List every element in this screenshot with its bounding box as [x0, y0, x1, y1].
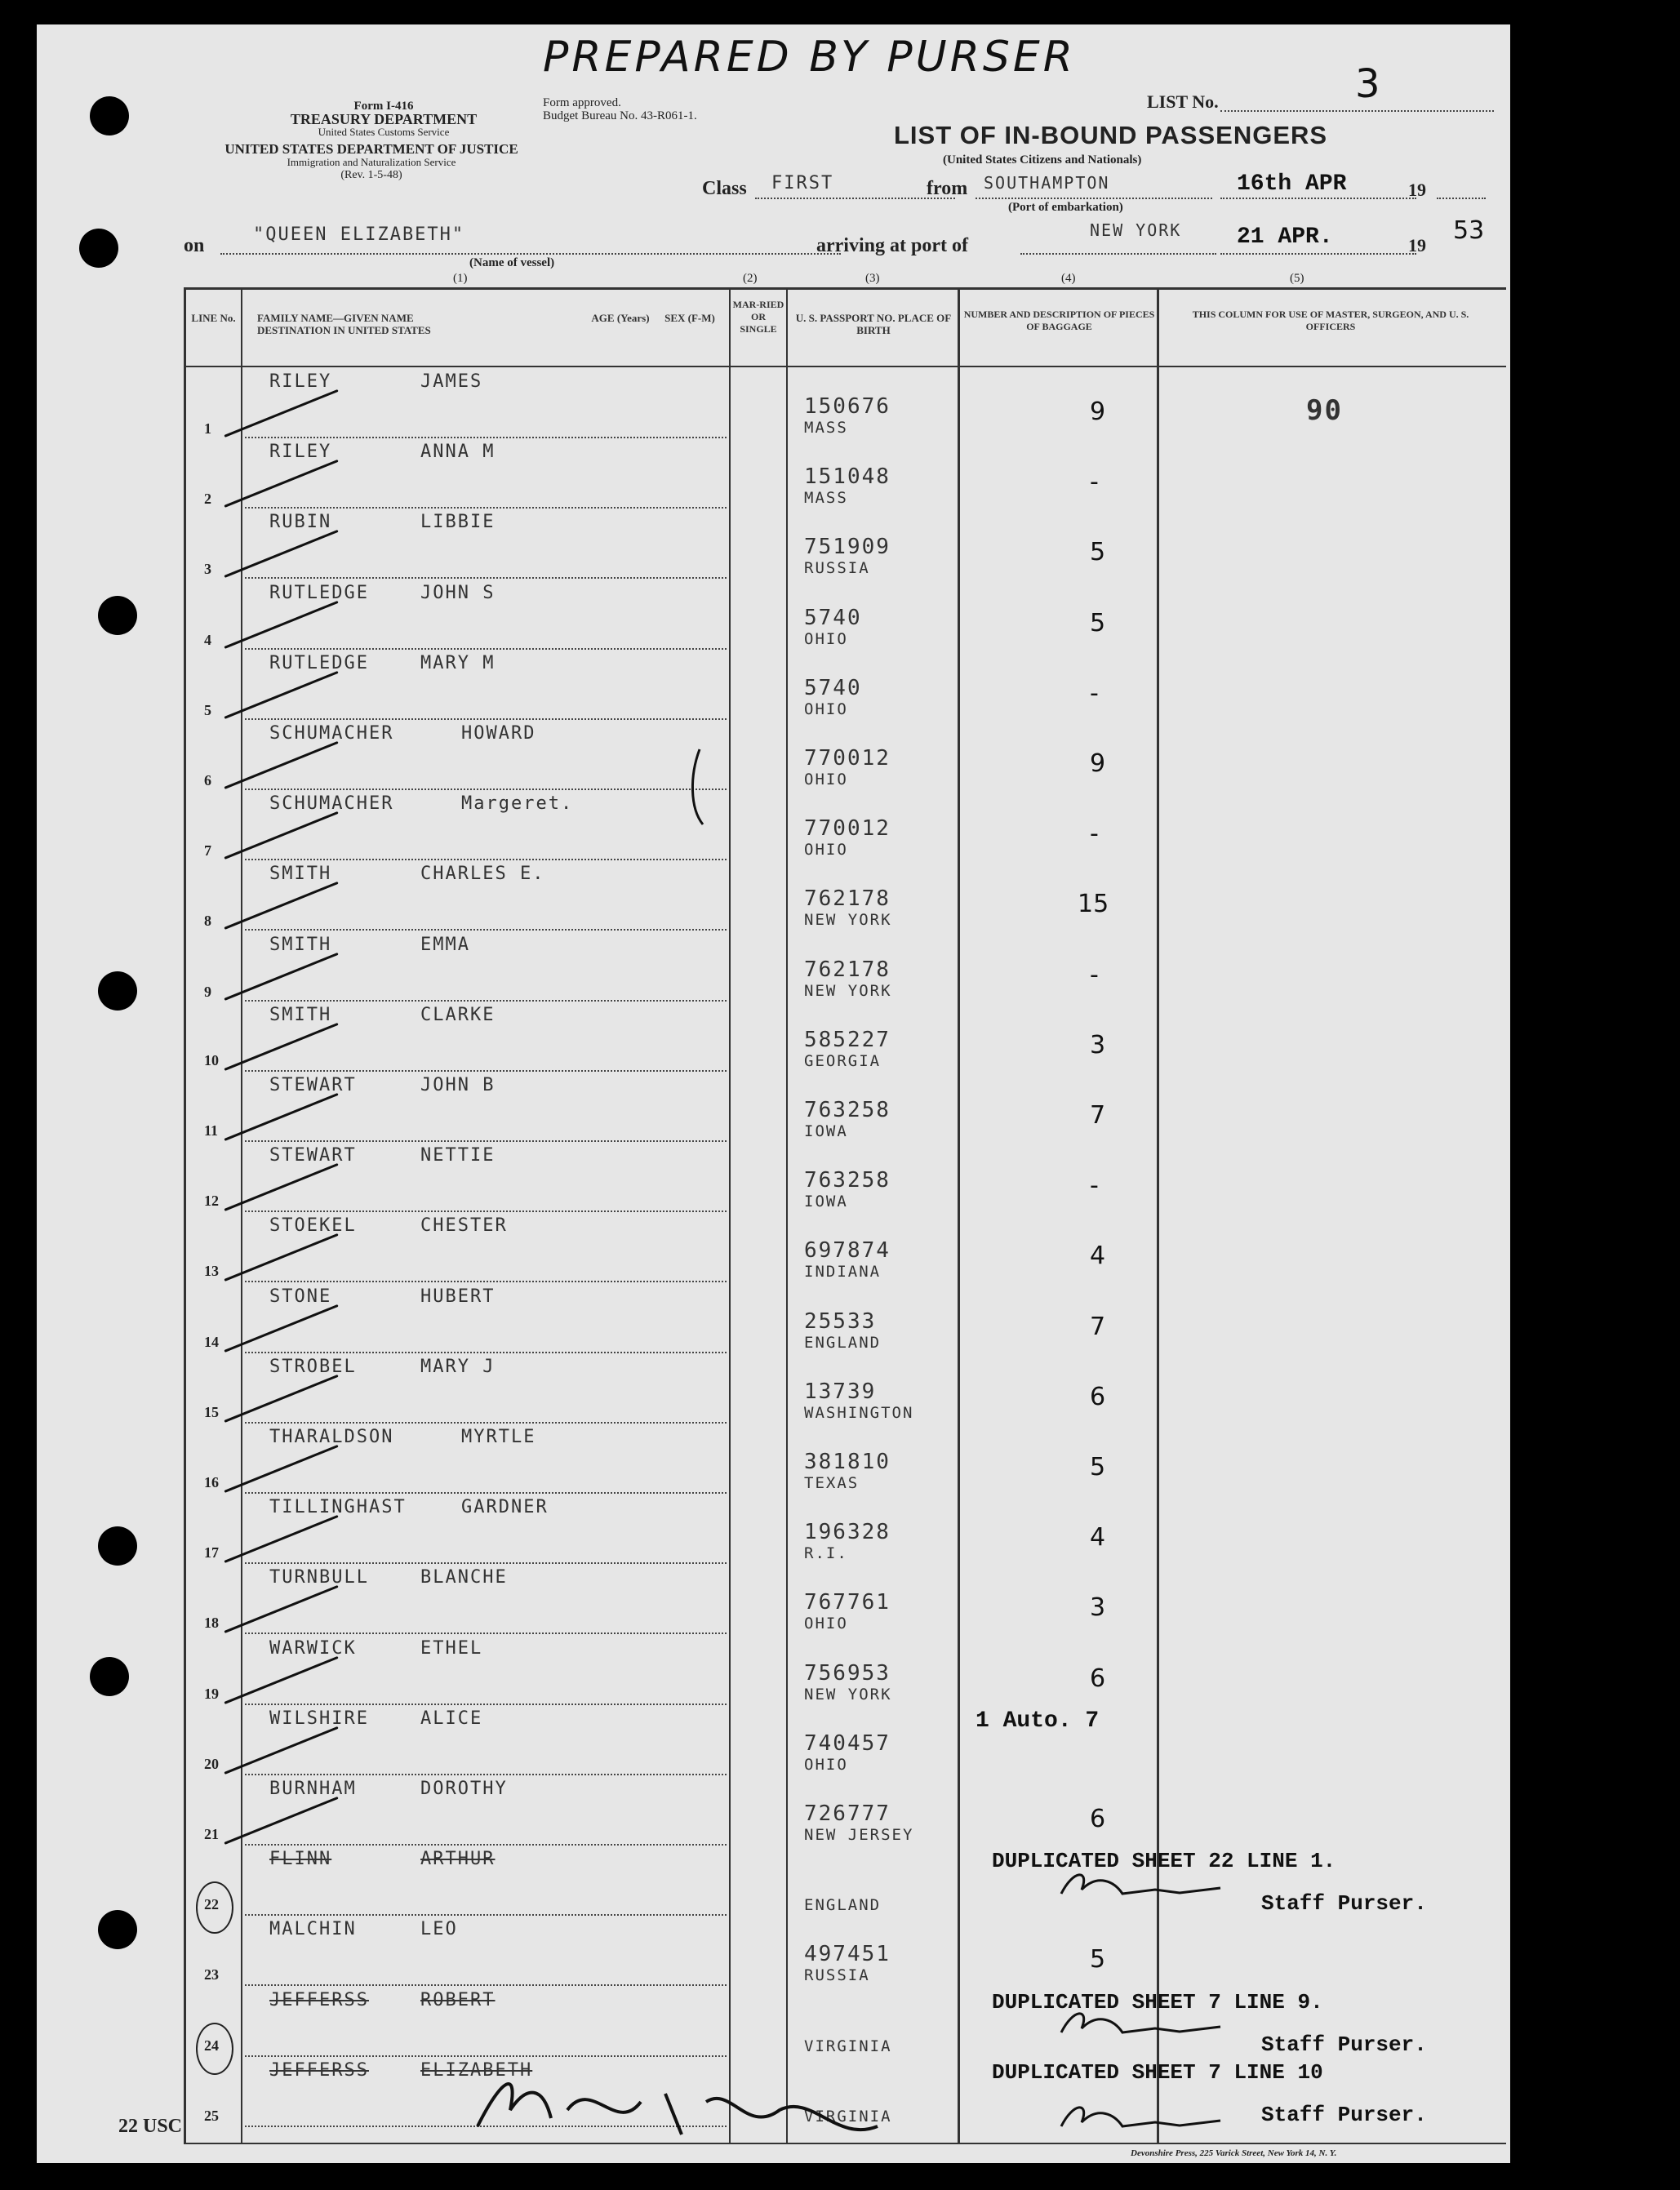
place-of-birth: IOWA [804, 1122, 848, 1140]
family-name: STONE [269, 1286, 332, 1307]
arriving-label: arriving at port of [816, 235, 968, 256]
passport-number: 381810 [804, 1450, 891, 1474]
col-header-officers: THIS COLUMN FOR USE OF MASTER, SURGEON, AND U. S. OFFICERS [1192, 309, 1469, 332]
row-divider [245, 1281, 727, 1282]
row-divider [245, 788, 727, 790]
circled-line-number [196, 1881, 233, 1934]
arrival-port: NEW YORK [1090, 220, 1182, 240]
given-name: CHARLES E. [420, 864, 545, 885]
family-name: RUBIN [269, 512, 332, 533]
dept-justice-sub: Immigration and Naturalization Service [287, 156, 456, 168]
dept-treasury: TREASURY DEPARTMENT [290, 111, 478, 127]
baggage-count: - [1090, 468, 1099, 497]
place-of-birth: MASS [804, 419, 848, 437]
manifest-sheet [37, 24, 1510, 2163]
punch-hole [90, 96, 129, 135]
place-of-birth: VIRGINIA [804, 2107, 892, 2126]
row-divider [245, 1633, 727, 1634]
line-number: 18 [204, 1615, 219, 1632]
purser-signature [1057, 2004, 1253, 2045]
place-of-birth: MASS [804, 489, 848, 508]
married-col-rule [729, 287, 731, 2144]
given-name: JOHN B [420, 1075, 496, 1095]
place-of-birth: RUSSIA [804, 1966, 870, 1985]
place-of-birth: OHIO [804, 1615, 848, 1633]
col-header-line-no: LINE No. [191, 312, 236, 324]
place-of-birth: OHIO [804, 700, 848, 718]
family-name: RUTLEDGE [269, 582, 369, 603]
place-of-birth: TEXAS [804, 1474, 860, 1492]
family-name: SMITH [269, 864, 332, 885]
place-of-birth: NEW YORK [804, 1685, 892, 1704]
family-name: STOEKEL [269, 1215, 357, 1237]
approved-line2: Budget Bureau No. 43-R061-1. [543, 109, 697, 122]
col-header-married: MAR-RIED OR SINGLE [732, 299, 784, 335]
family-name: SCHUMACHER [269, 723, 394, 744]
embark-caption: (Port of embarkation) [1008, 201, 1123, 214]
passport-number: 151048 [804, 464, 891, 490]
place-of-birth: R.I. [804, 1544, 848, 1563]
line-number: 22 [204, 1896, 219, 1913]
given-name: CHESTER [420, 1215, 508, 1237]
passport-number: 770012 [804, 816, 891, 842]
arrival-date: 21 APR. [1237, 224, 1333, 250]
place-of-birth: OHIO [804, 841, 848, 860]
baggage-count: 5 [1090, 1945, 1106, 1975]
family-name: WILSHIRE [269, 1708, 369, 1729]
form-id: Form I-416 [353, 100, 414, 113]
place-of-birth: OHIO [804, 1755, 848, 1774]
row-divider [245, 1914, 727, 1916]
from-line [976, 198, 1212, 199]
row-divider [245, 1844, 727, 1846]
family-name: STROBEL [269, 1356, 357, 1377]
place-of-birth: OHIO [804, 771, 848, 788]
passport-number: 740457 [804, 1730, 891, 1756]
row-divider [245, 648, 727, 650]
class-value: FIRST [771, 173, 834, 193]
lineno-col-rule [241, 287, 242, 2144]
place-of-birth: ENGLAND [804, 1333, 882, 1352]
punch-hole [98, 971, 137, 1011]
col-number-1: (1) [453, 272, 468, 285]
passport-number: 751909 [804, 535, 891, 560]
line-number: 2 [204, 491, 211, 508]
table-left-rule [184, 287, 186, 2144]
col-number-4: (4) [1061, 272, 1076, 285]
col-header-family: FAMILY NAME—GIVEN NAME [257, 312, 414, 324]
place-of-birth: RUSSIA [804, 559, 870, 578]
row-divider [245, 1422, 727, 1424]
baggage-count: 15 [1078, 890, 1109, 919]
passport-number: 770012 [804, 746, 891, 771]
line-number: 7 [204, 842, 211, 860]
family-name: RILEY [269, 442, 332, 463]
row-divider [245, 1562, 727, 1564]
passport-number: 726777 [804, 1801, 891, 1826]
line-number: 4 [204, 631, 211, 648]
duplicate-note: DUPLICATED SHEET 7 LINE 9. [992, 1989, 1323, 2015]
passport-number: 497451 [804, 1942, 891, 1967]
passport-number: 25533 [804, 1308, 877, 1334]
baggage-count: 9 [1090, 398, 1106, 426]
col-number-3: (3) [865, 272, 880, 285]
justice-block [167, 143, 576, 182]
family-name: THARALDSON [269, 1427, 394, 1447]
place-of-birth: NEW JERSEY [804, 1826, 914, 1844]
purser-note: Staff Purser. [1261, 2032, 1427, 2057]
baggage-count: 9 [1090, 749, 1106, 778]
col-number-5: (5) [1290, 272, 1304, 285]
given-name: GARDNER [461, 1497, 549, 1518]
vessel-name: "QUEEN ELIZABETH" [253, 224, 465, 245]
baggage-count: 3 [1090, 1593, 1106, 1623]
punch-hole [98, 1910, 137, 1949]
place-of-birth: WASHINGTON [804, 1403, 914, 1422]
list-no-label: LIST No. [1147, 91, 1219, 112]
page-subtitle: (United States Citizens and Nationals) [943, 153, 1142, 167]
baggage-col-rule [958, 287, 960, 2144]
family-name: TILLINGHAST [269, 1497, 407, 1518]
passport-number: 585227 [804, 1027, 891, 1052]
from-value: SOUTHAMPTON [984, 173, 1110, 193]
printer-credit: Devonshire Press, 225 Varick Street, New York 14, N. Y. [1131, 2148, 1337, 2158]
given-name: ALICE [420, 1708, 483, 1729]
passport-number: 196328 [804, 1520, 891, 1545]
on-label: on [184, 235, 205, 256]
baggage-count: 4 [1090, 1523, 1106, 1553]
line-number: 8 [204, 913, 211, 930]
place-of-birth: OHIO [804, 629, 848, 648]
family-name: STEWART [269, 1075, 357, 1095]
purser-note: Staff Purser. [1261, 1891, 1427, 1917]
family-name: MALCHIN [269, 1919, 357, 1940]
given-name: DOROTHY [420, 1779, 508, 1799]
baggage-count: 7 [1090, 1312, 1106, 1341]
circled-line-number [196, 2023, 233, 2075]
passport-number: 767761 [804, 1590, 891, 1615]
row-divider [245, 1774, 727, 1775]
purser-note: Staff Purser. [1261, 2102, 1427, 2127]
row-divider [245, 437, 727, 438]
punch-hole [79, 229, 118, 268]
passport-number: 5740 [804, 675, 862, 700]
purser-signature [1057, 2098, 1253, 2139]
duplicate-note: DUPLICATED SHEET 7 LINE 10 [992, 2059, 1323, 2085]
row-divider [245, 859, 727, 860]
line-number: 16 [204, 1474, 219, 1490]
given-name: ROBERT [420, 1989, 496, 2010]
family-name: BURNHAM [269, 1779, 357, 1799]
family-name: SMITH [269, 934, 332, 955]
row-divider [245, 1140, 727, 1142]
line-number: 6 [204, 772, 211, 788]
place-of-birth: ENGLAND [804, 1896, 882, 1915]
given-name: Margeret. [461, 793, 574, 815]
vessel-caption: (Name of vessel) [469, 256, 555, 269]
col-header-name [257, 312, 431, 336]
punch-hole [90, 1657, 129, 1696]
family-name: RILEY [269, 371, 332, 392]
baggage-count: 5 [1090, 608, 1106, 637]
baggage-count: 7 [1090, 1101, 1106, 1130]
col-header-age: AGE (Years) [591, 312, 650, 324]
baggage-count: 4 [1090, 1242, 1106, 1271]
row-divider [245, 577, 727, 579]
row-divider [245, 1984, 727, 1986]
row-divider [245, 929, 727, 931]
given-name: JAMES [420, 371, 483, 392]
line-number: 9 [204, 983, 211, 1000]
family-name: SMITH [269, 1004, 332, 1025]
form-id-block [220, 100, 547, 139]
passport-number: 762178 [804, 886, 891, 912]
class-line [755, 198, 955, 199]
depart-date: 16th APR [1237, 171, 1347, 197]
given-name: ARTHUR [420, 1849, 496, 1870]
given-name: BLANCHE [420, 1567, 508, 1588]
col-header-baggage: NUMBER AND DESCRIPTION OF PIECES OF BAGGAGE [963, 309, 1155, 332]
family-name: JEFFERSS [269, 1989, 369, 2010]
given-name: MYRTLE [461, 1427, 536, 1447]
approval-block [543, 96, 697, 122]
given-name: ELIZABETH [420, 2059, 533, 2081]
line-number: 14 [204, 1333, 219, 1350]
baggage-count: 5 [1090, 1453, 1106, 1481]
dept-justice: UNITED STATES DEPARTMENT OF JUSTICE [224, 141, 518, 157]
family-name: STEWART [269, 1145, 357, 1166]
given-name: EMMA [420, 934, 470, 955]
year-prefix: 19 [1408, 180, 1426, 200]
line-number: 12 [204, 1193, 219, 1210]
family-name: FLINN [269, 1849, 332, 1870]
line-number: 21 [204, 1826, 219, 1842]
row-divider [245, 1492, 727, 1494]
line-number: 1 [204, 420, 211, 437]
year-line [1437, 198, 1486, 199]
col-header-destination: DESTINATION IN UNITED STATES [257, 324, 431, 336]
approved-line1: Form approved. [543, 96, 621, 109]
passport-number: 13739 [804, 1379, 877, 1404]
given-name: MARY M [420, 652, 496, 673]
given-name: HUBERT [420, 1286, 496, 1307]
given-name: ETHEL [420, 1637, 483, 1659]
col-header-sex: SEX (F-M) [664, 312, 715, 324]
baggage-count: 6 [1090, 1664, 1106, 1693]
line-number: 10 [204, 1051, 219, 1068]
place-of-birth: INDIANA [804, 1263, 882, 1282]
line-number: 23 [204, 1966, 219, 1983]
row-divider [245, 1000, 727, 1002]
year-suffix: 53 [1453, 216, 1485, 245]
given-name: LIBBIE [420, 512, 496, 533]
family-name: SCHUMACHER [269, 793, 394, 815]
passport-number: 150676 [804, 394, 891, 419]
row-divider [245, 1210, 727, 1212]
baggage-count: - [1090, 960, 1099, 989]
col-number-2: (2) [743, 272, 758, 285]
row-divider [245, 1070, 727, 1072]
passport-number: 763258 [804, 1168, 891, 1193]
punch-hole [98, 1526, 137, 1566]
punch-hole [98, 596, 137, 635]
given-name: HOWARD [461, 723, 536, 744]
baggage-count: - [1090, 1171, 1099, 1201]
duplicate-note: DUPLICATED SHEET 22 LINE 1. [992, 1849, 1336, 1874]
place-of-birth: VIRGINIA [804, 2037, 892, 2055]
usc-reference: 22 USC [118, 2116, 183, 2137]
row-divider [245, 2055, 727, 2057]
passport-number: 762178 [804, 957, 891, 982]
inspector-signature [469, 2061, 894, 2151]
line-number: 5 [204, 701, 211, 718]
passport-col-rule [786, 287, 788, 2144]
line-number: 25 [204, 2107, 219, 2124]
line-number: 17 [204, 1544, 219, 1561]
depart-line [1220, 198, 1416, 199]
list-no-line [1220, 110, 1494, 112]
vessel-line [220, 253, 841, 255]
pencil-mark [682, 743, 714, 833]
place-of-birth: IOWA [804, 1193, 848, 1211]
row-divider [245, 1704, 727, 1705]
line-number: 3 [204, 561, 211, 578]
line-number: 19 [204, 1685, 219, 1702]
baggage-count: 6 [1090, 1805, 1106, 1833]
arrival-port-line [1020, 253, 1216, 255]
form-revision: (Rev. 1-5-48) [340, 169, 402, 181]
sheet-number: 3 [1355, 61, 1380, 107]
passport-number: 5740 [804, 605, 862, 630]
from-label: from [927, 178, 968, 199]
family-name: RUTLEDGE [269, 652, 369, 673]
year-prefix-arrival: 19 [1408, 235, 1426, 255]
given-name: LEO [420, 1919, 458, 1940]
class-label: Class [702, 178, 747, 199]
given-name: ANNA M [420, 442, 496, 463]
family-name: WARWICK [269, 1637, 357, 1659]
col-header-passport: U. S. PASSPORT NO. PLACE OF BIRTH [795, 312, 952, 336]
line-number: 24 [204, 2037, 219, 2054]
baggage-count: 3 [1090, 1030, 1106, 1059]
page-title: LIST OF IN-BOUND PASSENGERS [894, 121, 1328, 149]
arrival-date-line [1220, 253, 1416, 255]
baggage-count: - [1090, 820, 1099, 849]
baggage-count: 6 [1090, 1382, 1106, 1411]
given-name: CLARKE [420, 1004, 496, 1025]
line-number: 13 [204, 1263, 219, 1280]
baggage-count: 1 Auto. 7 [976, 1708, 1100, 1734]
given-name: MARY J [420, 1356, 496, 1377]
row-divider [245, 1352, 727, 1353]
baggage-count: - [1090, 678, 1099, 708]
line-number: 15 [204, 1403, 219, 1420]
passport-number: 756953 [804, 1660, 891, 1686]
row-divider [245, 507, 727, 509]
place-of-birth: NEW YORK [804, 981, 892, 1000]
handwritten-header: PREPARED BY PURSER [543, 33, 1076, 82]
given-name: JOHN S [420, 582, 496, 603]
line-number: 11 [204, 1122, 219, 1139]
row-divider [245, 718, 727, 720]
header-bottom-rule [184, 366, 1506, 367]
baggage-count: 5 [1090, 538, 1106, 567]
given-name: NETTIE [420, 1145, 496, 1166]
officer-note: 90 [1306, 394, 1343, 427]
purser-signature [1057, 1865, 1253, 1906]
place-of-birth: GEORGIA [804, 1051, 882, 1070]
dept-treasury-sub: United States Customs Service [318, 126, 450, 138]
passport-number: 697874 [804, 1238, 891, 1264]
passport-number: 763258 [804, 1098, 891, 1122]
family-name: TURNBULL [269, 1567, 369, 1588]
line-number: 20 [204, 1755, 219, 1772]
family-name: JEFFERSS [269, 2059, 369, 2081]
table-top-rule [184, 287, 1506, 290]
place-of-birth: NEW YORK [804, 911, 892, 930]
